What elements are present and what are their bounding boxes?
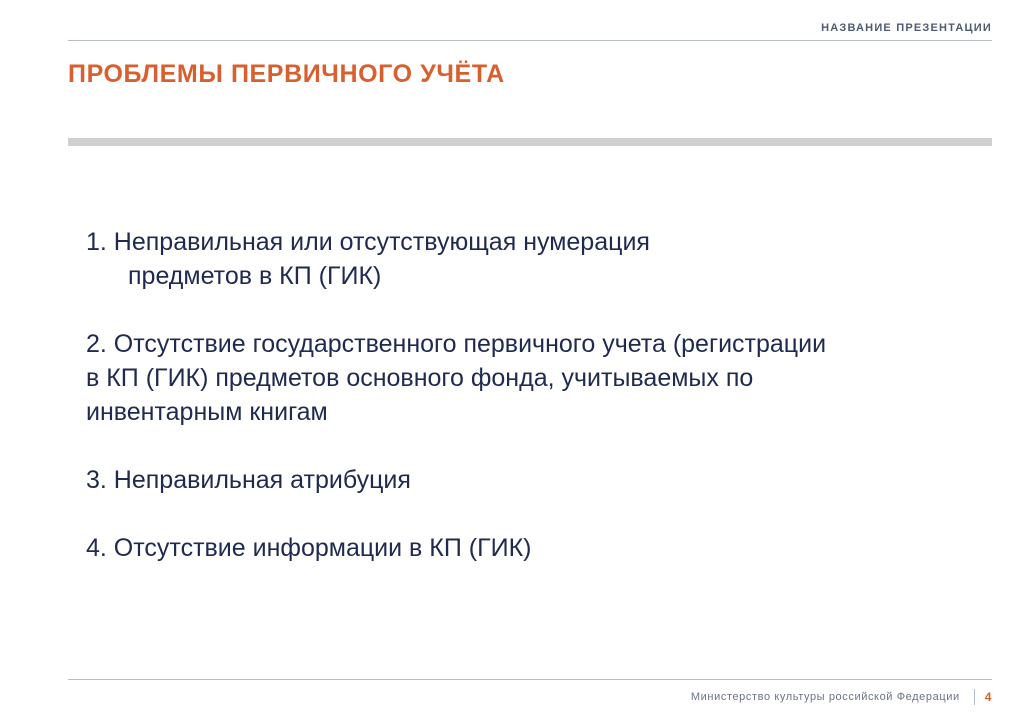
header-divider xyxy=(68,40,992,41)
footer-organization: Министерство культуры российской Федерации xyxy=(690,691,960,703)
presentation-name-caption: НАЗВАНИЕ ПРЕЗЕНТАЦИИ xyxy=(821,22,992,34)
list-item-text: 3. Неправильная атрибуция xyxy=(86,466,411,494)
list-item-text: в КП (ГИК) предметов основного фонда, учитываемых по xyxy=(86,364,754,392)
slide-title: ПРОБЛЕМЫ ПЕРВИЧНОГО УЧЁТА xyxy=(68,60,505,88)
footer-divider xyxy=(68,679,992,680)
list-item-text: 2. Отсутствие государственного первичного учета (регистрации xyxy=(86,330,827,358)
list-item-4 xyxy=(86,531,986,565)
list-item-3 xyxy=(86,463,986,497)
list-item-2 xyxy=(86,327,986,429)
page-number: 4 xyxy=(984,690,992,704)
list-item-text: 4. Отсутствие информации в КП (ГИК) xyxy=(86,534,532,562)
title-underline-bar xyxy=(68,138,992,146)
footer-separator xyxy=(974,689,975,705)
list-item-text: 1. Неправильная или отсутствующая нумерация xyxy=(86,228,650,256)
slide-content xyxy=(86,225,986,599)
list-item-text: предметов в КП (ГИК) xyxy=(128,262,382,290)
footer xyxy=(691,689,992,705)
list-item-text: инвентарным книгам xyxy=(86,398,328,426)
list-item-1 xyxy=(86,225,986,293)
